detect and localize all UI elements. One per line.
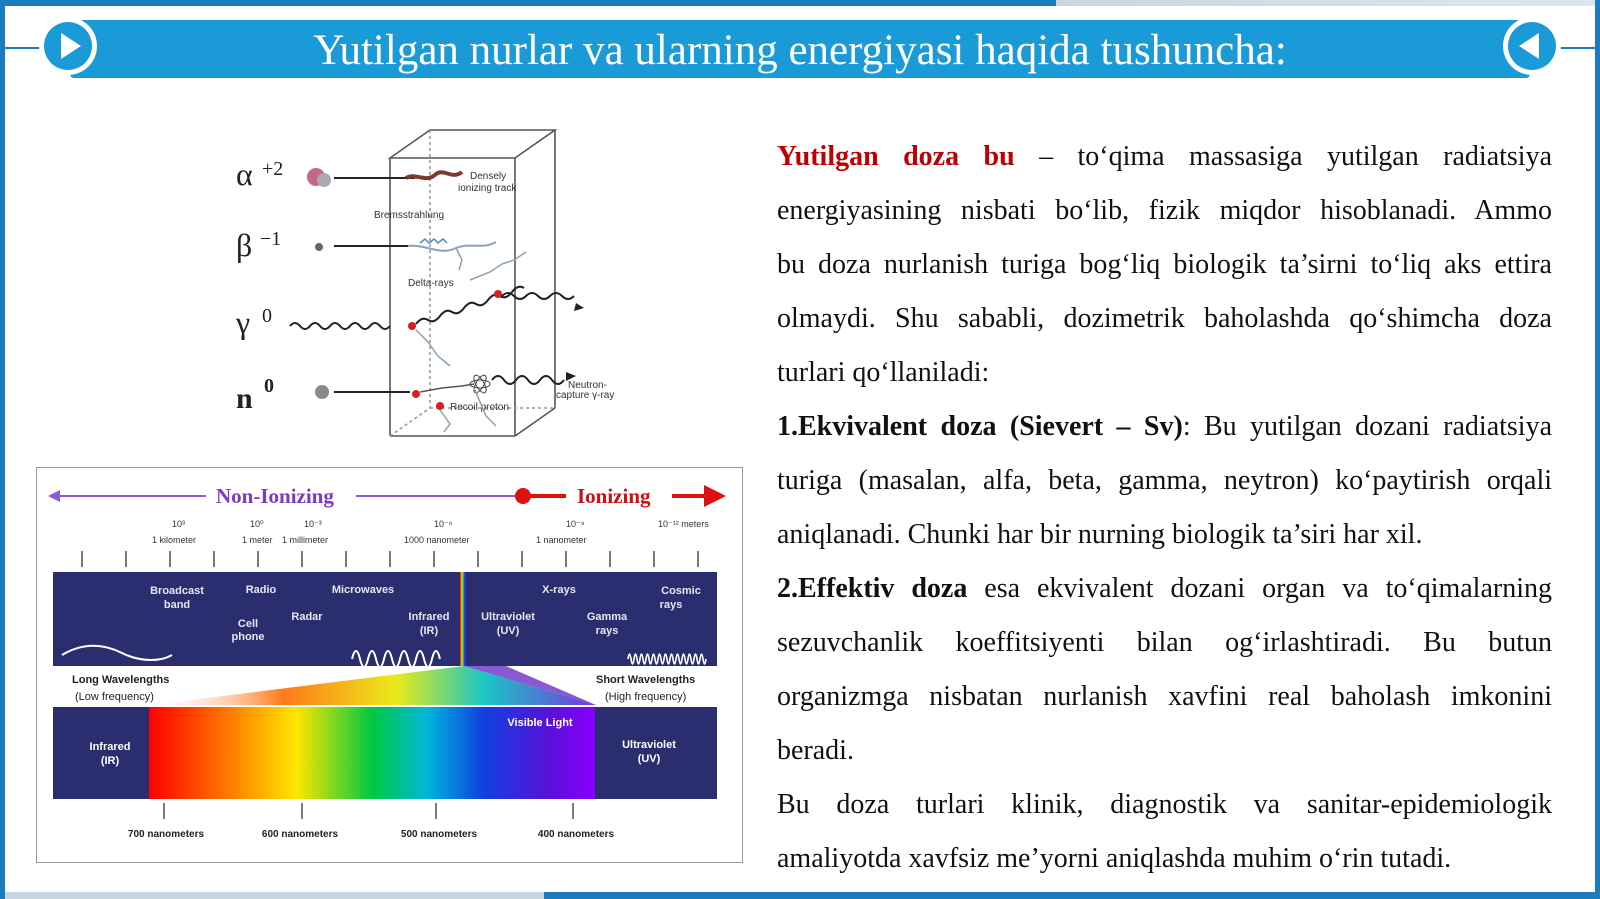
svg-text:Gamma: Gamma — [586, 611, 628, 623]
particle-track-figure — [230, 118, 650, 453]
text-line: olmaydi. Shu sababli, dozimetrik baholashda qo‘shimcha doza — [777, 303, 1552, 334]
text-line: 1.Ekvivalent doza (Sievert – Sv) — [777, 411, 1183, 442]
text-line: bu doza nurlanish turiga bog‘liq biologik ta’sirni to‘liq aks ettira — [777, 249, 1552, 280]
svg-text:(UV): (UV) — [496, 625, 520, 637]
paragraph-absorbed-dose — [777, 130, 1552, 184]
svg-text:10³: 10³ — [172, 519, 186, 529]
header-line-right — [1555, 47, 1595, 49]
svg-text:Recoil proton: Recoil proton — [450, 402, 509, 413]
beta-charge: −1 — [260, 228, 282, 250]
svg-text:Broadcast: Broadcast — [150, 585, 204, 597]
text-line: esa ekvivalent dozani organ va to‘qimalarning — [967, 573, 1552, 604]
play-forward-button[interactable] — [39, 17, 97, 75]
svg-text:Radio: Radio — [245, 584, 277, 596]
ionizing-label: Ionizing — [577, 484, 651, 508]
alpha-symbol: α — [236, 156, 253, 192]
svg-text:10⁰: 10⁰ — [250, 519, 264, 529]
back-icon — [1503, 17, 1561, 75]
text-line: amaliyotda xavfsiz me’yorni aniqlashda muhim o‘rin tutadi. — [777, 843, 1452, 874]
svg-text:Bremsstrahlung: Bremsstrahlung — [374, 210, 445, 221]
neutron-charge: 0 — [264, 375, 274, 397]
text-line: : Bu yutilgan dozani radiatsiya — [1182, 411, 1553, 442]
frame-left — [0, 0, 5, 899]
svg-text:rays: rays — [595, 625, 619, 637]
text-line: 2.Effektiv doza — [777, 573, 968, 604]
svg-text:500 nanometers: 500 nanometers — [400, 829, 478, 840]
svg-text:Delta-rays: Delta-rays — [408, 278, 454, 289]
svg-text:(High frequency): (High frequency) — [605, 691, 687, 703]
svg-text:Ultraviolet: Ultraviolet — [481, 611, 535, 623]
text-line: turlari qo‘llaniladi: — [777, 357, 990, 388]
svg-text:10⁻³: 10⁻³ — [304, 519, 322, 529]
svg-text:Densely: Densely — [470, 171, 507, 182]
svg-text:Radar: Radar — [291, 611, 323, 623]
text-line: Yutilgan doza bu — [777, 141, 1015, 172]
neutron-particle — [315, 385, 329, 399]
svg-text:Short Wavelengths: Short Wavelengths — [596, 674, 696, 686]
svg-text:Long Wavelengths: Long Wavelengths — [72, 674, 170, 686]
svg-text:Ultraviolet: Ultraviolet — [622, 739, 676, 751]
svg-text:Neutron-: Neutron- — [568, 380, 607, 391]
frame-right — [1595, 0, 1600, 899]
svg-text:rays: rays — [659, 599, 683, 611]
svg-text:Infrared: Infrared — [408, 611, 450, 623]
svg-text:(IR): (IR) — [419, 625, 439, 637]
svg-text:X-rays: X-rays — [542, 584, 576, 596]
svg-text:(Low frequency): (Low frequency) — [75, 691, 154, 703]
text-line: energiyasining nisbati bo‘lib, fizik miqdor hisoblanadi. Ammo — [777, 195, 1552, 226]
svg-text:Infrared: Infrared — [89, 741, 131, 753]
svg-text:(IR): (IR) — [100, 755, 120, 767]
text-line: beradi. — [777, 735, 854, 766]
svg-text:band: band — [163, 599, 191, 611]
svg-text:700 nanometers: 700 nanometers — [127, 829, 205, 840]
svg-text:10⁻⁹: 10⁻⁹ — [566, 519, 585, 529]
svg-text:(UV): (UV) — [637, 753, 661, 765]
text-line: – to‘qima massasiga yutilgan radiatsiya — [1014, 141, 1552, 172]
svg-text:Microwaves: Microwaves — [331, 584, 395, 596]
non-ionizing-label: Non-Ionizing — [216, 484, 334, 508]
svg-text:600 nanometers: 600 nanometers — [261, 829, 339, 840]
svg-text:phone: phone — [231, 631, 265, 643]
frame-top — [0, 0, 1600, 6]
play-icon — [39, 17, 97, 75]
text-line: turiga (masalan, alfa, beta, gamma, neytron) ko‘paytirish orqali — [777, 465, 1552, 496]
svg-text:capture γ-ray: capture γ-ray — [556, 390, 615, 401]
svg-text:Visible Light: Visible Light — [507, 717, 573, 729]
text-line: organizmga nisbatan nurlanish xavfini real baholash imkonini — [777, 681, 1552, 712]
text-line: sezuvchanlik koeffitsiyenti bilan og‘irlashtiradi. Bu butun — [777, 627, 1552, 658]
svg-text:1 meter: 1 meter — [242, 535, 273, 545]
svg-text:10⁻⁶: 10⁻⁶ — [434, 519, 453, 529]
svg-text:Cosmic: Cosmic — [661, 585, 701, 597]
body-text — [777, 130, 1552, 886]
svg-text:400 nanometers: 400 nanometers — [537, 829, 615, 840]
svg-text:1 nanometer: 1 nanometer — [536, 535, 587, 545]
text-line: aniqlanadi. Chunki har bir nurning biologik ta’siri har xil. — [777, 519, 1423, 550]
neutron-symbol: n — [236, 382, 253, 415]
em-spectrum-figure — [36, 467, 743, 863]
frame-bottom — [0, 892, 1600, 899]
paragraph-equivalent-dose — [777, 400, 1552, 454]
svg-text:1000 nanometer: 1000 nanometer — [404, 535, 470, 545]
svg-text:Cell: Cell — [237, 618, 259, 630]
gamma-charge: 0 — [262, 305, 272, 327]
svg-text:1 kilometer: 1 kilometer — [152, 535, 197, 545]
play-back-button[interactable] — [1503, 17, 1561, 75]
svg-text:10⁻¹² meters: 10⁻¹² meters — [658, 519, 709, 529]
paragraph-conclusion: Bu doza turlari klinik, diagnostik va sanitar-epidemiologik — [777, 789, 1552, 820]
beta-particle — [315, 243, 323, 251]
svg-text:1 millimeter: 1 millimeter — [282, 535, 329, 545]
paragraph-effective-dose — [777, 562, 1552, 616]
slide-title: Yutilgan nurlar va ularning energiyasi haqida tushuncha: — [313, 27, 1287, 74]
alpha-charge: +2 — [262, 158, 284, 180]
svg-text:ionizing track: ionizing track — [458, 183, 517, 194]
beta-symbol: β — [236, 227, 253, 263]
gamma-symbol: γ — [236, 304, 251, 340]
